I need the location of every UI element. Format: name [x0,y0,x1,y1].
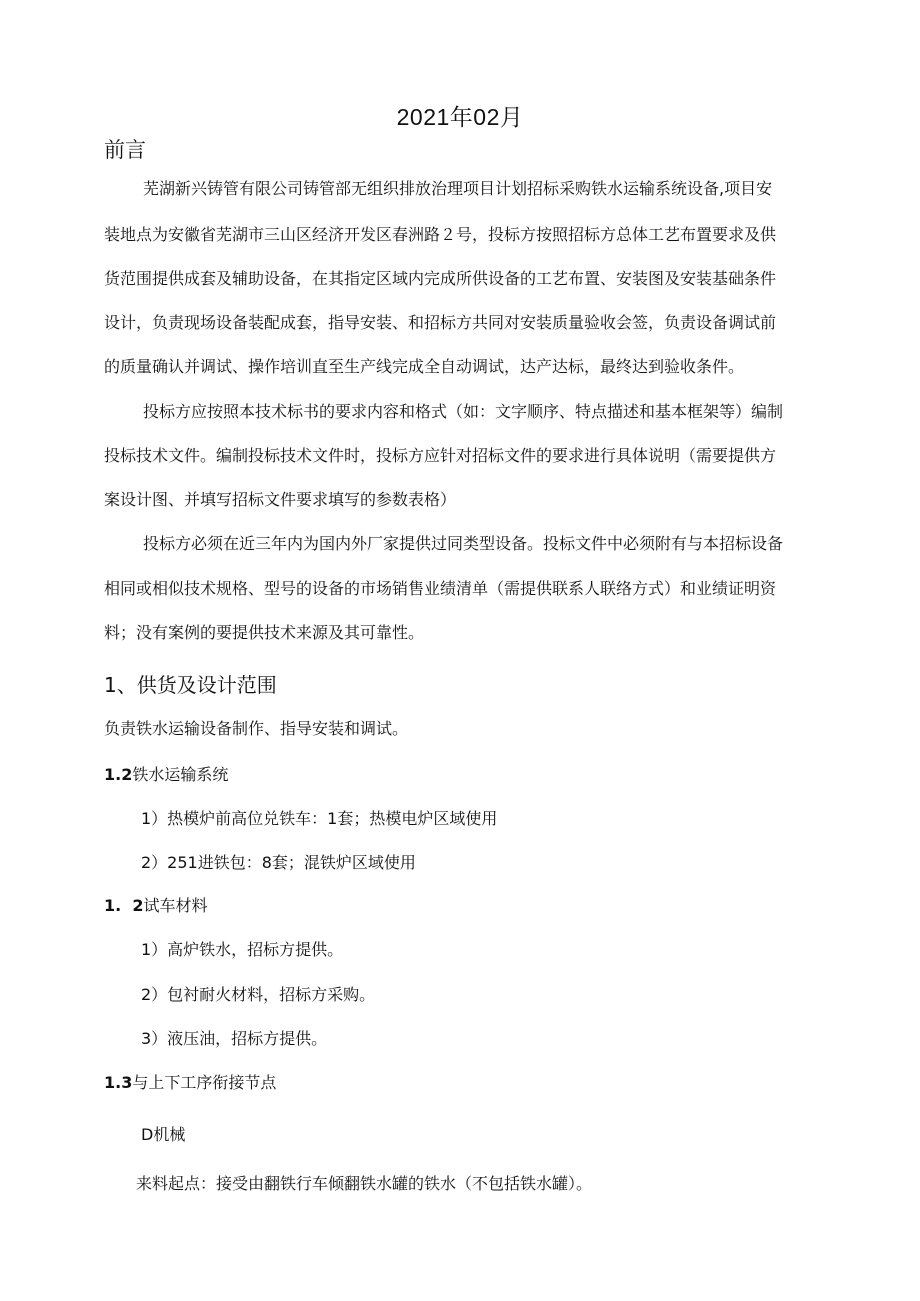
section1-intro: 负责铁水运输设备制作、指导安装和调试。 [104,719,409,738]
preface-para1-line2: 装地点为安徽省芜湖市三山区经济开发区春洲路２号，投标方按照招标方总体工艺布置要求及供 [104,225,777,244]
transport-item-2: 2）251进铁包：8套；混铁炉区域使用 [141,853,416,872]
subsection-interface-number: 1.3 [104,1073,133,1092]
subsection-transport-title: 铁水运输系统 [132,765,229,784]
document-date: 2021年02月 [396,104,524,130]
preface-para1-line4: 设计，负责现场设备装配成套，指导安装、和招标方共同对安装质量验收会签，负责设备调试前 [104,313,777,332]
trial-item-3: 3）液压油，招标方提供。 [141,1029,328,1048]
preface-heading: 前言 [104,138,146,162]
subsection-trial-heading [104,893,208,916]
preface-para2-line2: 投标技术文件。编制投标技术文件时，投标方应针对招标文件的要求进行具体说明（需要提供方 [104,446,777,465]
mechanical-label: D机械 [141,1125,186,1144]
trial-item-1: 1）高炉铁水，招标方提供。 [141,940,344,959]
preface-para2-line1: 投标方应按照本技术标书的要求内容和格式（如：文字顺序、特点描述和基本框架等）编制 [143,402,784,421]
preface-para1-line5: 的质量确认并调试、操作培训直至生产线完成全自动调试，达产达标，最终达到验收条件。 [104,357,745,376]
source-point-text: 来料起点：接受由翻铁行车倾翻铁水罐的铁水（不包括铁水罐）。 [136,1174,593,1193]
transport-item-1: 1）热模炉前高位兑铁车：1套；热模电炉区域使用 [141,809,498,828]
subsection-transport-heading [104,762,228,785]
subsection-interface-title: 与上下工序衔接节点 [132,1073,277,1092]
preface-para3-line1: 投标方必须在近三年内为国内外厂家提供过同类型设备。投标文件中必须附有与本招标设备 [143,534,784,553]
trial-item-2: 2）包衬耐火材料，招标方采购。 [141,985,376,1004]
subsection-trial-number: 1. 2 [104,896,144,915]
preface-para3-line3: 料；没有案例的要提供技术来源及其可靠性。 [104,623,425,642]
subsection-trial-title: 试车材料 [143,896,208,915]
preface-para1-line3: 货范围提供成套及辅助设备，在其指定区域内完成所供设备的工艺布置、安装图及安装基础条件 [104,269,777,288]
preface-para3-line2: 相同或相似技术规格、型号的设备的市场销售业绩清单（需提供联系人联络方式）和业绩证明资 [104,579,777,598]
subsection-interface-heading [104,1070,276,1093]
subsection-transport-number: 1.2 [104,765,133,784]
preface-para1-line1: 芜湖新兴铸管有限公司铸管部无组织排放治理项目计划招标采购铁水运输系统设备,项目安 [143,179,773,198]
section1-heading: 1、供货及设计范围 [104,673,277,697]
preface-para2-line3: 案设计图、并填写招标文件要求填写的参数表格） [104,490,457,509]
